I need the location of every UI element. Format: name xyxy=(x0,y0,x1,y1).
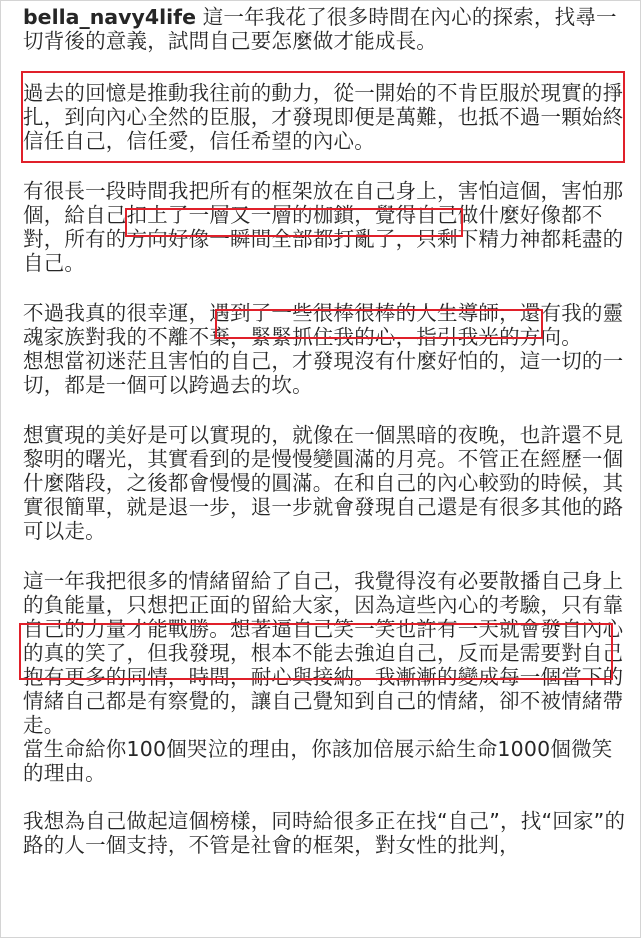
caption-paragraph-2: 有很長一段時間我把所有的框架放在自己身上，害怕這個，害怕那個，給自己扣上了一層又一層的枷鎖，覺得自己做什麼好像都不對，所有的方向好像一瞬間全部都打亂了，只剩下精力神都耗盡的自己。 xyxy=(23,179,624,275)
caption-paragraph-5b: 當生命給你100個哭泣的理由，你該加倍展示給生命1000個微笑的理由。 xyxy=(23,737,613,785)
caption-paragraph-3: 不過我真的很幸運，遇到了一些很棒很棒的人生導師，還有我的靈魂家族對我的不離不棄，緊緊抓住我的心，指引我光的方向。 xyxy=(23,301,624,349)
caption-paragraph-1: 過去的回憶是推動我往前的動力，從一開始的不肯臣服於現實的掙扎，到向內心全然的臣服，才發現即便是萬難，也抵不過一顆始終信任自己，信任愛，信任希望的內心。 xyxy=(23,81,624,153)
caption-paragraph-5: 這一年我把很多的情緒留給了自己，我覺得沒有必要散播自己身上的負能量，只想把正面的留給大家，因為這些內心的考驗，只有靠自己的力量才能戰勝。想著逼自己笑一笑也許有一天就會發自內心的真的笑了，但我發現，根本不能去強迫自己，反而是需要對自己抱有更多的同情，時間，耐心與接納。我漸漸的變成每一個當下的情緒自己都是有察覺的，讓自己覺知到自己的情緒，卻不被情緒帶走。 xyxy=(23,569,624,737)
username-link[interactable]: bella_navy4life xyxy=(23,5,197,29)
caption-paragraph-3b: 想想當初迷茫且害怕的自己，才發現沒有什麼好怕的，這一切的一切，都是一個可以跨過去的坎。 xyxy=(23,349,624,397)
post-caption xyxy=(23,5,629,877)
intro-text: 這一年我花了很多時間在內心的探索，找尋一切背後的意義，試問自己要怎麼做才能成長。 xyxy=(23,5,617,53)
caption-intro xyxy=(23,5,629,53)
caption-paragraph-4: 想實現的美好是可以實現的，就像在一個黑暗的夜晚，也許還不見黎明的曙光，其實看到的是慢慢變圓滿的月亮。不管正在經歷一個什麼階段，之後都會慢慢的圓滿。在和自己的內心較勁的時候，其實很簡單，就是退一步，退一步就會發現自己還是有很多其他的路可以走。 xyxy=(23,423,624,543)
caption-paragraph-6: 我想為自己做起這個榜樣，同時給很多正在找“自己”，找“回家”的路的人一個支持，不管是社會的框架，對女性的批判， xyxy=(23,809,626,857)
